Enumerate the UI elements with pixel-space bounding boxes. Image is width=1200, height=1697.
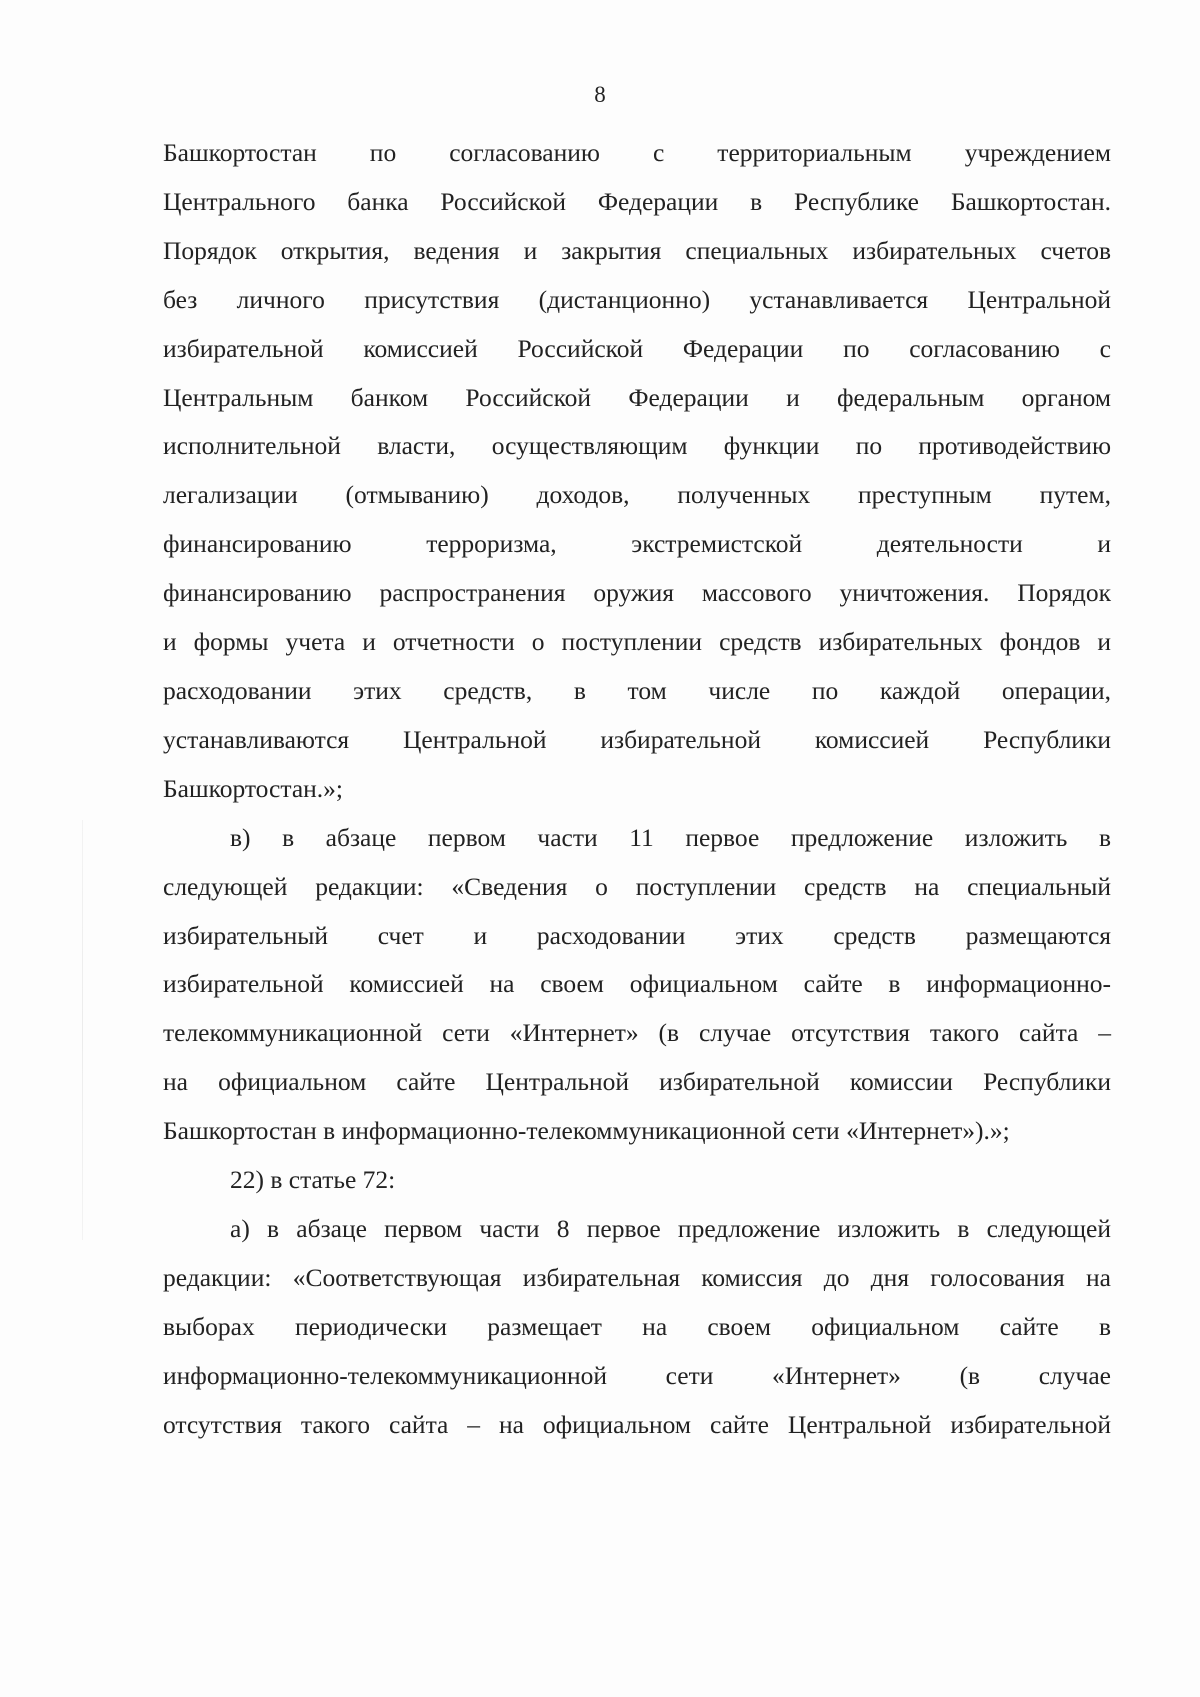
text-line: отсутствия такого сайта – на официальном сайте Центральной избирательной [163,1409,1111,1439]
text-line: а) в абзаце первом части 8 первое предложение изложить в следующей [230,1213,1111,1243]
text-line: расходовании этих средств, в том числе по каждой операции, [163,675,1111,705]
page-number: 8 [594,82,606,107]
text-line: Башкортостан.»; [163,773,343,803]
text-line: финансированию терроризма, экстремистской деятельности и [163,529,1111,559]
scan-artifact [82,820,83,1240]
text-line: на официальном сайте Центральной избирательной комиссии Республики [163,1067,1111,1097]
text-line: в) в абзаце первом части 11 первое предложение изложить в [230,822,1111,852]
text-line: исполнительной власти, осуществляющим функции по противодействию [163,431,1111,461]
text-line: избирательной комиссией на своем официальном сайте в информационно- [163,969,1111,999]
body-text [163,129,1111,1449]
text-line: Центрального банка Российской Федерации в Республике Башкортостан. [163,186,1111,216]
text-line: без личного присутствия (дистанционно) устанавливается Центральной [163,284,1111,314]
text-line: устанавливаются Центральной избирательной комиссией Республики [163,724,1111,754]
text-line: Башкортостан по согласованию с территориальным учреждением [163,138,1111,167]
text-line: телекоммуникационной сети «Интернет» (в случае отсутствия такого сайта – [163,1018,1111,1048]
text-line: легализации (отмыванию) доходов, полученных преступным путем, [163,480,1111,510]
text-line: избирательной комиссией Российской Федерации по согласованию с [163,333,1111,363]
text-line: Порядок открытия, ведения и закрытия специальных избирательных счетов [163,235,1111,265]
text-line: финансированию распространения оружия массового уничтожения. Порядок [163,578,1111,608]
text-line: и формы учета и отчетности о поступлении средств избирательных фондов и [163,627,1111,657]
text-line: Центральным банком Российской Федерации и федеральным органом [163,382,1111,412]
text-line: информационно-телекоммуникационной сети «Интернет» (в случае [163,1360,1111,1390]
text-line: выборах периодически размещает на своем официальном сайте в [163,1311,1111,1341]
text-line: редакции: «Соответствующая избирательная комиссия до дня голосования на [163,1262,1111,1292]
text-line: избирательный счет и расходовании этих средств размещаются [163,920,1111,950]
text-line: Башкортостан в информационно-телекоммуникационной сети «Интернет»).»; [163,1116,1010,1146]
text-line: 22) в статье 72: [230,1165,396,1195]
text-line: следующей редакции: «Сведения о поступлении средств на специальный [163,871,1111,901]
